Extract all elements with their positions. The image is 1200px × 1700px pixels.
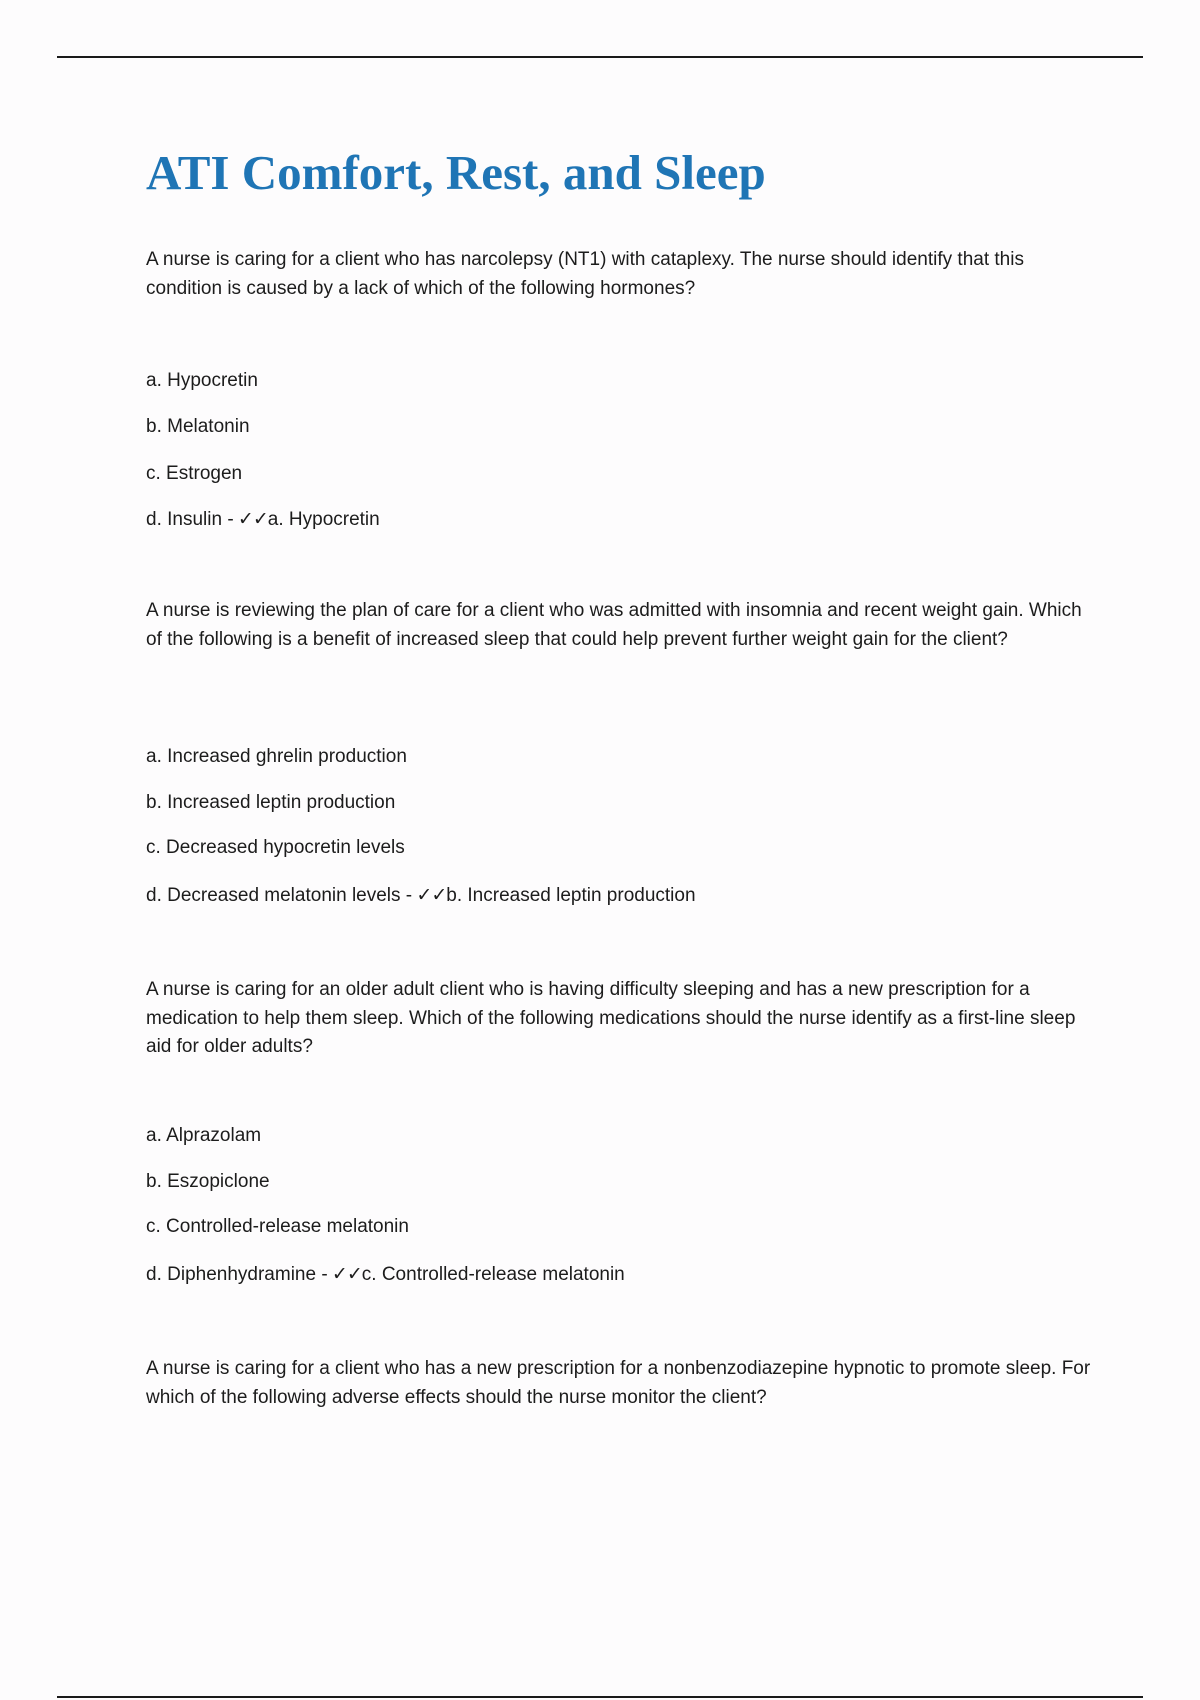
option-2d: [146, 883, 696, 909]
question-text-1: A nurse is caring for a client who has narcolepsy (NT1) with cataplexy. The nurse should identify that this condition is caused by a lack of which of the following hormones?: [146, 249, 1024, 299]
question-text-4: A nurse is caring for a client who has a new prescription for a nonbenzodiazepine hypnotic to promote sleep. For which of the following adverse effects should the nurse monitor the client?: [146, 1358, 1091, 1408]
option-2d-label: d. Decreased melatonin levels -: [146, 885, 413, 906]
question-block-4: [146, 1355, 1096, 1412]
option-2b: b. Increased leptin production: [146, 792, 396, 813]
option-1a: a. Hypocretin: [146, 370, 258, 391]
option-2c: c. Decreased hypocretin levels: [146, 837, 405, 858]
question-block-1: [146, 246, 1096, 530]
option-3a: a. Alprazolam: [146, 1125, 262, 1146]
top-rule: [57, 56, 1143, 58]
answer-check-icon-1: ✓✓: [233, 509, 268, 530]
option-3d: [146, 1262, 625, 1288]
answer-1: a. Hypocretin: [267, 509, 380, 530]
option-3b: b. Eszopiclone: [146, 1171, 270, 1192]
question-text-3: A nurse is caring for an older adult client who is having difficulty sleeping and has a new prescription for a medication to help them sleep. Which of the following medications should the nurse identify as a first-line sleep aid for older adults?: [146, 979, 1076, 1057]
question-text-2: A nurse is reviewing the plan of care for a client who was admitted with insomnia and recent weight gain. Which of the following is a benefit of increased sleep that could help prevent further weight gain for the client?: [146, 600, 1082, 650]
answer-check-icon-2: ✓✓: [412, 885, 447, 906]
document-title: ATI Comfort, Rest, and Sleep: [146, 145, 766, 200]
option-1c: c. Estrogen: [146, 463, 243, 484]
question-block-3: [146, 976, 1096, 1285]
answer-3: c. Controlled-release melatonin: [361, 1264, 625, 1285]
option-2a: a. Increased ghrelin production: [146, 746, 407, 767]
option-3d-label: d. Diphenhydramine -: [146, 1264, 328, 1285]
option-3c: c. Controlled-release melatonin: [146, 1216, 409, 1237]
bottom-rule: [57, 1696, 1143, 1698]
answer-2: b. Increased leptin production: [446, 885, 696, 906]
option-1d-label: d. Insulin -: [146, 509, 234, 530]
option-1b: b. Melatonin: [146, 416, 250, 437]
option-1d: [146, 507, 380, 533]
question-block-2: [146, 597, 1096, 906]
answer-check-icon-3: ✓✓: [327, 1264, 362, 1285]
